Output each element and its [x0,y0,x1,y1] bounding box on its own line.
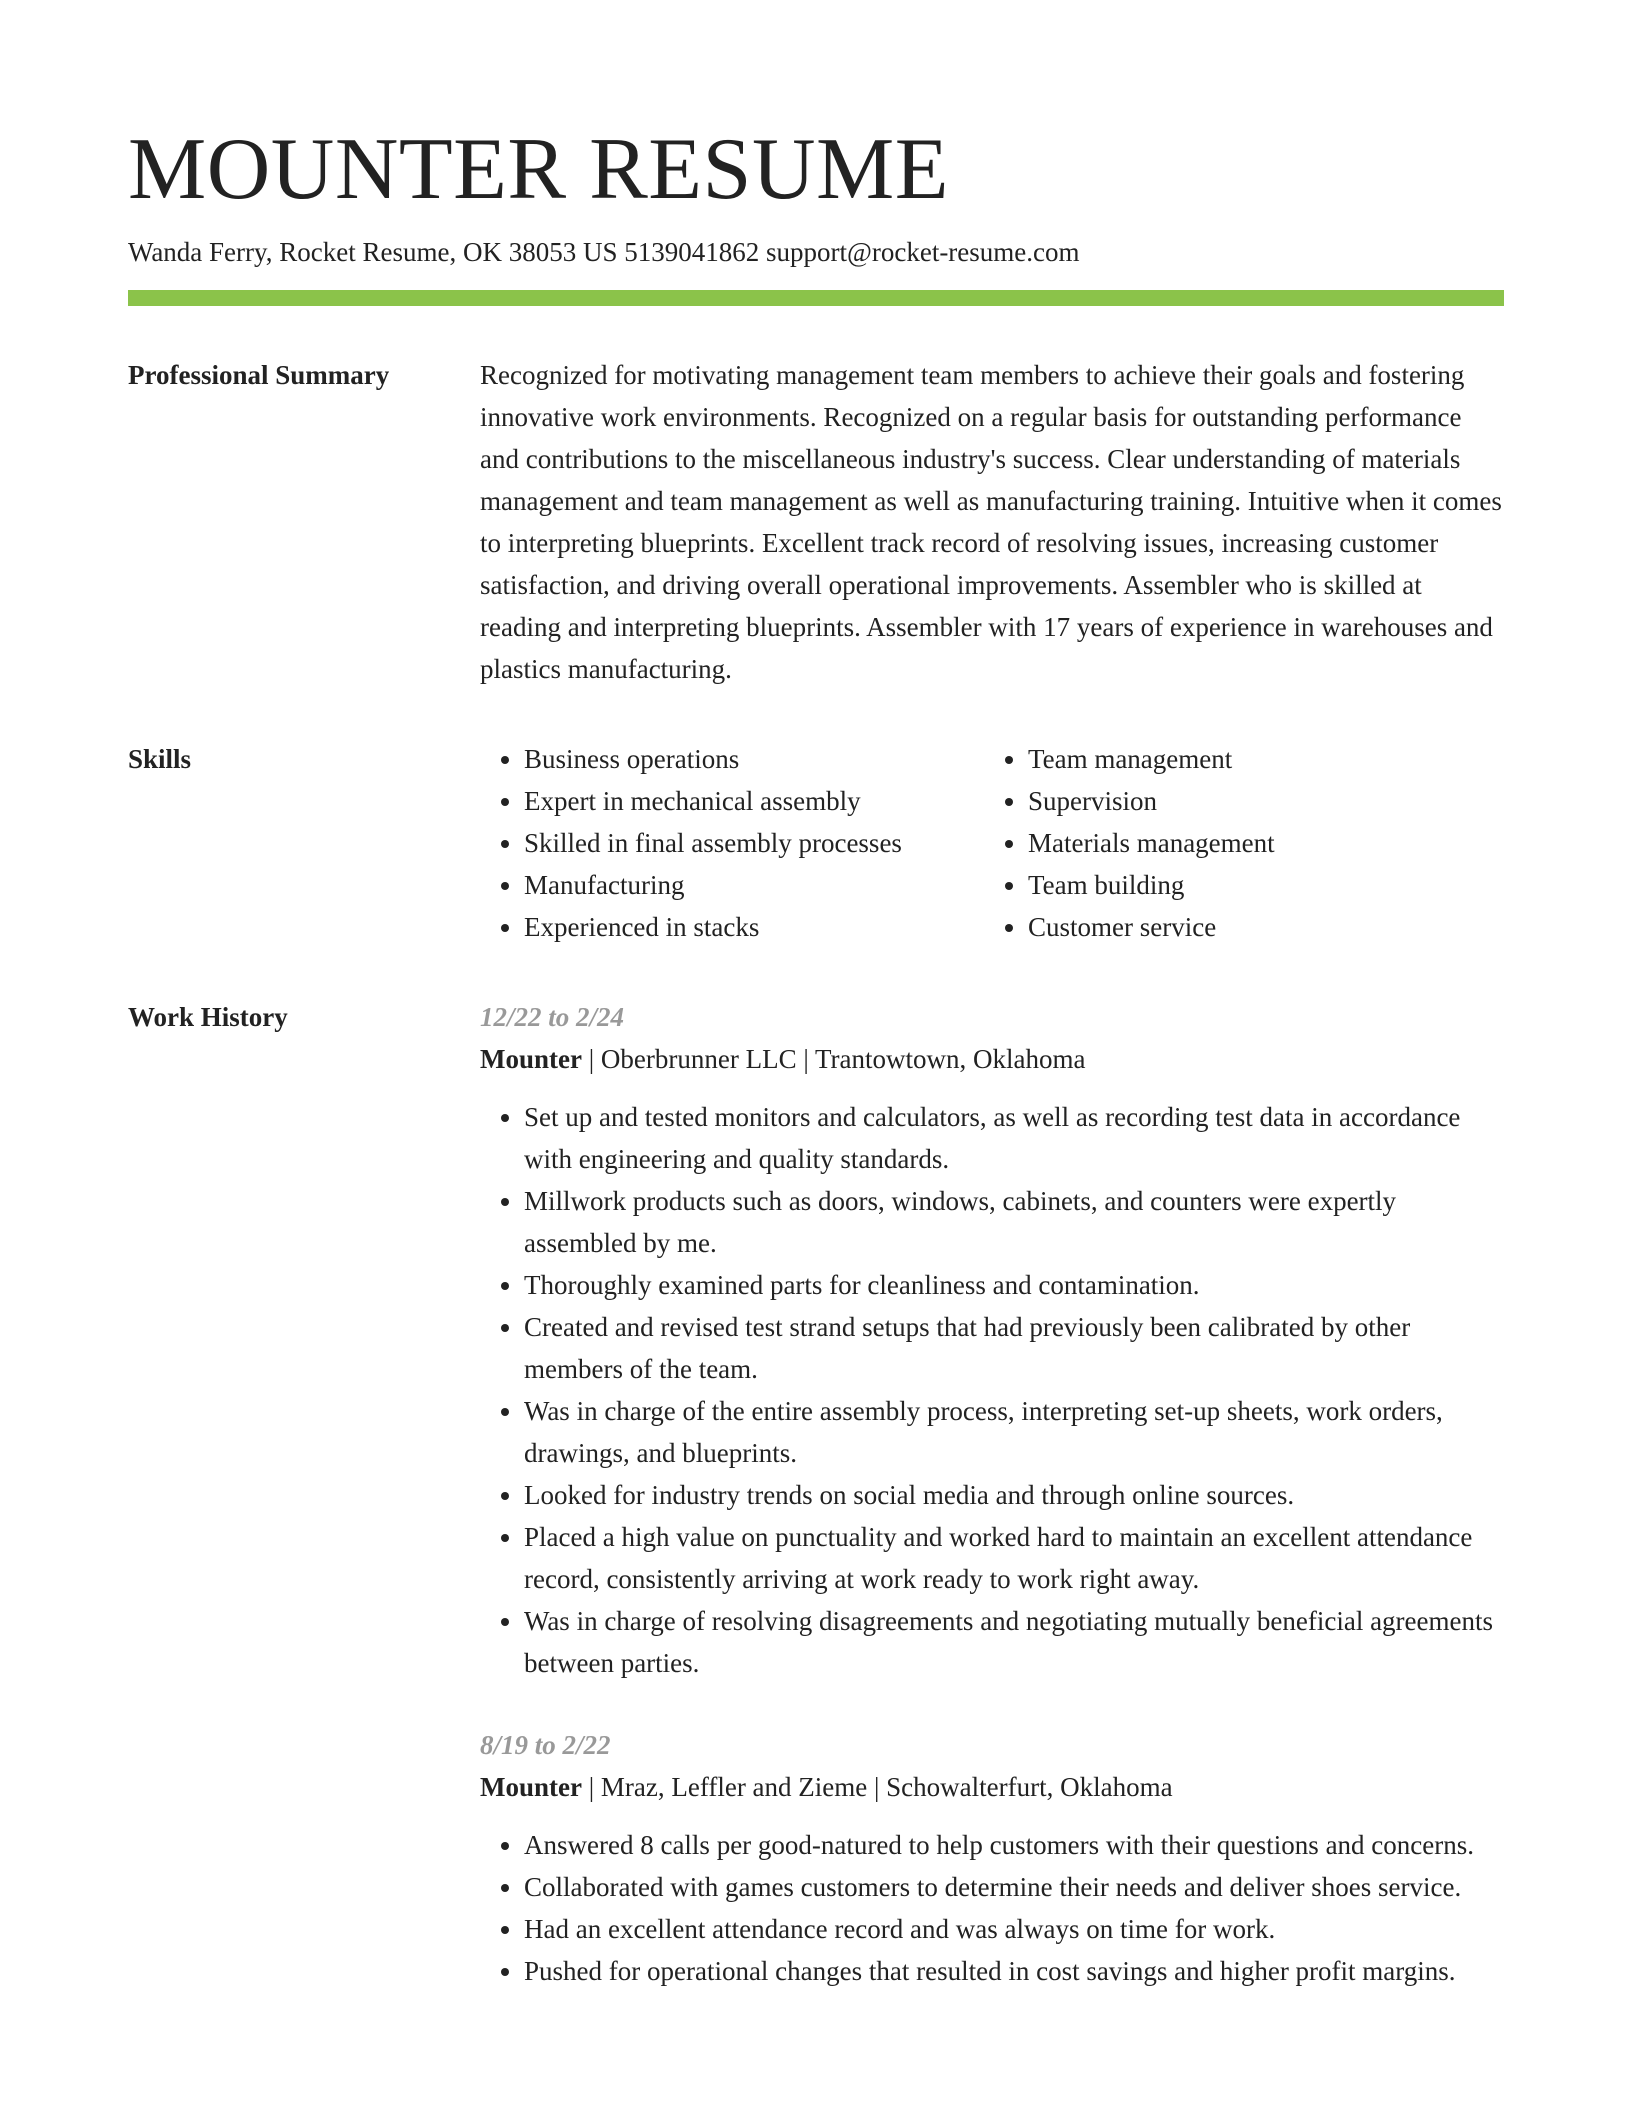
skill-item: • Expert in mechanical assembly [524,780,984,822]
job-bullet: • Millwork products such as doors, windows, cabinets, and counters were expertly assembled by me. [524,1180,1504,1264]
section-label-work-history: Work History [128,1002,288,1032]
job-bullet: • Looked for industry trends on social media and through online sources. [524,1474,1504,1516]
job-details: | Oberbrunner LLC | Trantowtown, Oklahoma [581,1044,1086,1074]
skill-item: • Team building [1028,864,1275,906]
job-bullet: • Was in charge of resolving disagreements and negotiating mutually beneficial agreements between parties. [524,1600,1504,1684]
job-bullet: • Placed a high value on punctuality and worked hard to maintain an excellent attendance record, consistently arriving at work ready to work right away. [524,1516,1504,1600]
job-entry [480,1724,1504,1992]
skill-item: • Manufacturing [524,864,984,906]
section-label-skills: Skills [128,744,192,774]
work-history-section [128,996,1504,1992]
skills-list-left [480,738,984,948]
professional-summary-section [128,354,1504,690]
job-bullet-list [480,1824,1504,1992]
job-role: Mounter [480,1772,582,1802]
job-heading [480,1766,1504,1808]
skill-item: • Experienced in stacks [524,906,984,948]
work-history-body [480,996,1504,1992]
skill-item: • Team management [1028,738,1275,780]
job-bullet: • Thoroughly examined parts for cleanliness and contamination. [524,1264,1504,1306]
summary-body [480,354,1504,690]
job-bullet-list [480,1096,1504,1684]
job-bullet: • Pushed for operational changes that resulted in cost savings and higher profit margins. [524,1950,1504,1992]
job-bullet: • Had an excellent attendance record and was always on time for work. [524,1908,1504,1950]
skills-grid [480,738,1504,948]
resume-title: MOUNTER RESUME [128,121,950,218]
job-dates: 12/22 to 2/24 [480,1002,625,1032]
section-label-professional-summary: Professional Summary [128,360,390,390]
skill-item: • Customer service [1028,906,1275,948]
job-details: | Mraz, Leffler and Zieme | Schowalterfurt, Oklahoma [581,1772,1173,1802]
job-role: Mounter [480,1044,582,1074]
summary-text: Recognized for motivating management team members to achieve their goals and fostering innovative work environments. Recognized on a regular basis for outstanding performance and contributions to the miscellaneous industry's success. Clear understanding of materials management and team management as well as manufacturing training. Intuitive when it comes to interpreting blueprints. Excellent track record of resolving issues, increasing customer satisfaction, and driving overall operational improvements. Assembler who is skilled at reading and interpreting blueprints. Assembler with 17 years of experience in warehouses and plastics manufacturing. [480,360,1502,684]
skill-item: • Supervision [1028,780,1275,822]
skill-item: • Materials management [1028,822,1275,864]
skills-list-right [984,738,1275,948]
skill-item: • Business operations [524,738,984,780]
skills-section [128,738,1504,948]
resume-page [128,120,1504,1992]
skills-body [480,738,1504,948]
job-heading [480,1038,1504,1080]
skill-item: • Skilled in final assembly processes [524,822,984,864]
job-bullet: • Answered 8 calls per good-natured to help customers with their questions and concerns. [524,1824,1504,1866]
job-bullet: • Was in charge of the entire assembly process, interpreting set-up sheets, work orders, drawings, and blueprints. [524,1390,1504,1474]
accent-divider [128,290,1504,306]
job-bullet: • Collaborated with games customers to determine their needs and deliver shoes service. [524,1866,1504,1908]
contact-line: Wanda Ferry, Rocket Resume, OK 38053 US 5139041862 support@rocket-resume.com [128,237,1080,267]
job-entry [480,996,1504,1684]
job-dates: 8/19 to 2/22 [480,1730,611,1760]
job-bullet: • Set up and tested monitors and calculators, as well as recording test data in accordance with engineering and quality standards. [524,1096,1504,1180]
job-bullet: • Created and revised test strand setups that had previously been calibrated by other members of the team. [524,1306,1504,1390]
